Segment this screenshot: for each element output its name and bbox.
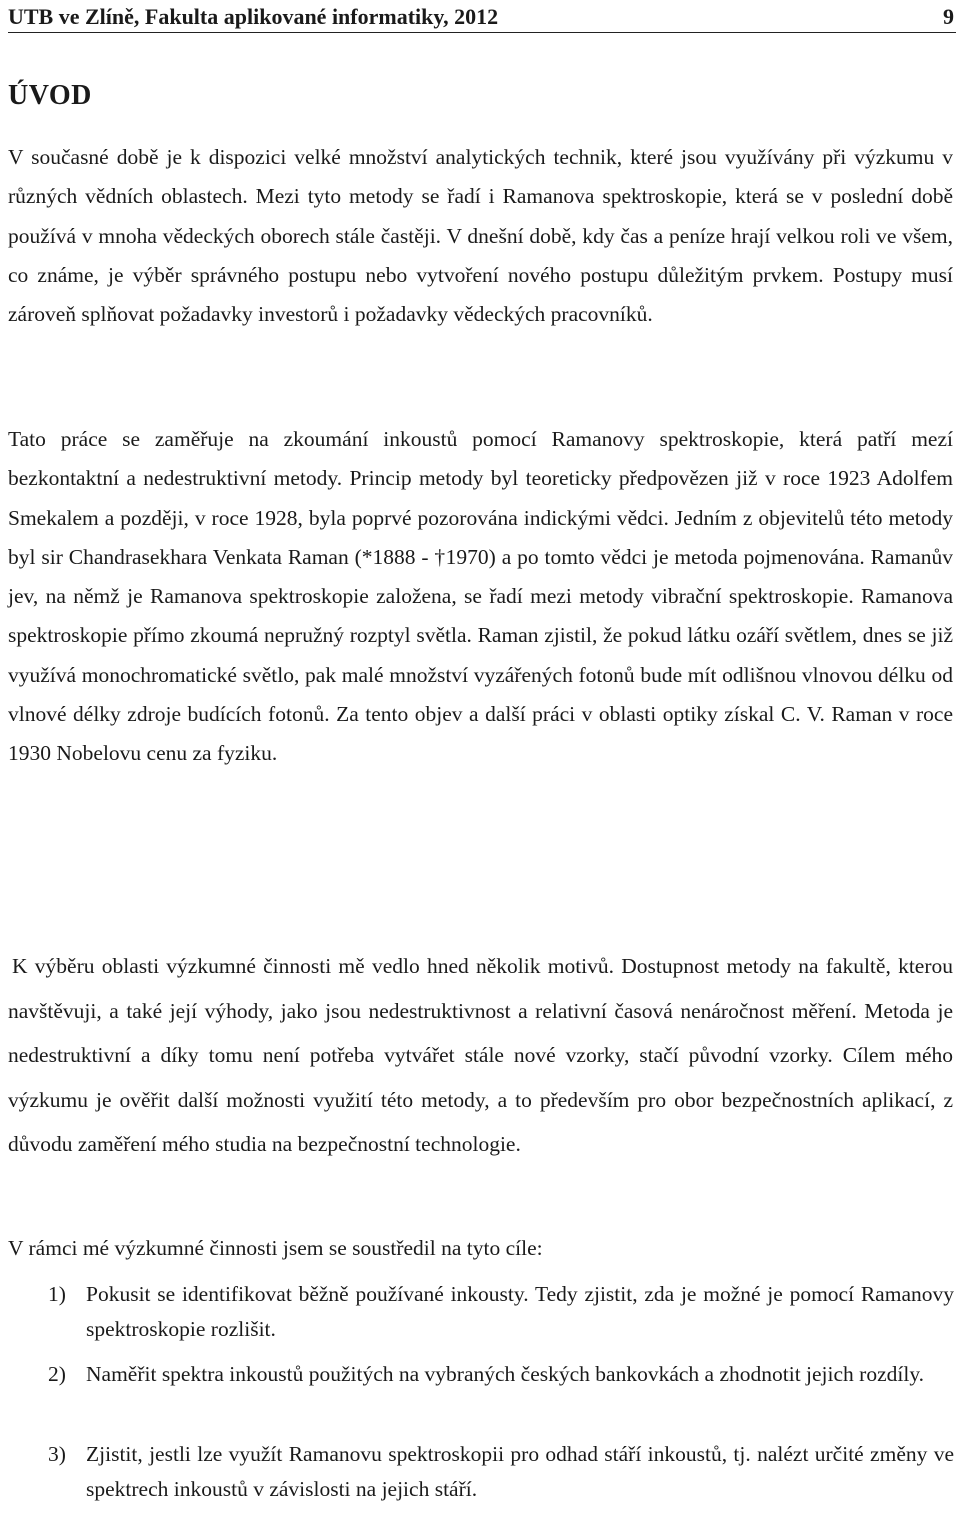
list-item-text: Naměřit spektra inkoustů použitých na vybraných českých bankovkách a zhodnotit jejich rozdíly. xyxy=(86,1362,925,1386)
paragraph-raman: Tato práce se zaměřuje na zkoumání inkoustů pomocí Ramanovy spektroskopie, která patří mezí bezkontaktní a nedestruktivní metody. Princip metody byl teoreticky předpovězen již v roce 1923 Adolfem Smekalem a později, v roce 1928, byla poprvé pozorována indickými vědci. Jedním z objevitelů této metody byl sir Chandrasekhara Venkata Raman (*1888 - †1970) a po tomto vědci je metoda pojmenována. Ramanův jev, na němž je Ramanova spektroskopie založena, se řadí mezi metody vibrační spektroskopie. Ramanova spektroskopie přímo zkoumá nepružný rozptyl světla. Raman zjistil, že pokud látku ozáří světlem, dnes se již využívá monochromatické světlo, pak malé množství vyzářených fotonů bude mít odlišnou vlnovou délku od vlnové délky zdroje budících fotonů. Za tento objev a další práci v oblasti optiky získal C. V. Raman v roce 1930 Nobelovu cenu za fyziku. xyxy=(8,427,953,766)
header-title: UTB ve Zlíně, Fakulta aplikované informatiky, 2012 xyxy=(8,4,499,29)
list-item-number: 1) xyxy=(48,1282,66,1306)
list-item xyxy=(0,1437,960,1517)
list-item-text: Pokusit se identifikovat běžně používané inkousty. Tedy zjistit, zda je možné je pomocí Ramanovy spektroskopie rozlišit. xyxy=(86,1282,954,1341)
page-number: 9 xyxy=(943,4,954,29)
section-heading: ÚVOD xyxy=(8,80,92,111)
list-item-number: 2) xyxy=(48,1362,66,1386)
list-item xyxy=(0,1277,960,1357)
list-item xyxy=(0,1357,960,1437)
page-header xyxy=(8,2,956,33)
paragraph-goals-intro: V rámci mé výzkumné činnosti jsem se soustředil na tyto cíle: xyxy=(8,1236,543,1260)
list-item-number: 3) xyxy=(48,1442,66,1466)
list-item-text: Zjistit, jestli lze využít Ramanovu spektroskopii pro odhad stáří inkoustů, tj. nalézt určité změny ve spektrech inkoustů v závislosti na jejich stáří. xyxy=(86,1442,954,1501)
paragraph-intro: V současné době je k dispozici velké množství analytických technik, které jsou využívány při výzkumu v různých vědních oblastech. Mezi tyto metody se řadí i Ramanova spektroskopie, která se v poslední době používá v mnoha vědeckých oborech stále častěji. V dnešní době, kdy čas a peníze hrají velkou roli ve všem, co známe, je výběr správného postupu nebo vytvoření nového postupu důležitým prvkem. Postupy musí zároveň splňovat požadavky investorů i požadavky vědeckých pracovníků. xyxy=(8,145,953,327)
paragraph-motivation: K výběru oblasti výzkumné činnosti mě vedlo hned několik motivů. Dostupnost metody na fakultě, kterou navštěvuji, a také její výhody, jako jsou nedestruktivnost a relativní časová nenáročnost měření. Metoda je nedestruktivní a díky tomu není potřeba vytvářet stále nové vzorky, stačí původní vzorky. Cílem mého výzkumu je ověřit další možnosti využití této metody, a to především pro obor bezpečnostních aplikací, z důvodu zaměření mého studia na bezpečnostní technologie. xyxy=(8,954,953,1156)
goals-list xyxy=(0,1277,960,1517)
